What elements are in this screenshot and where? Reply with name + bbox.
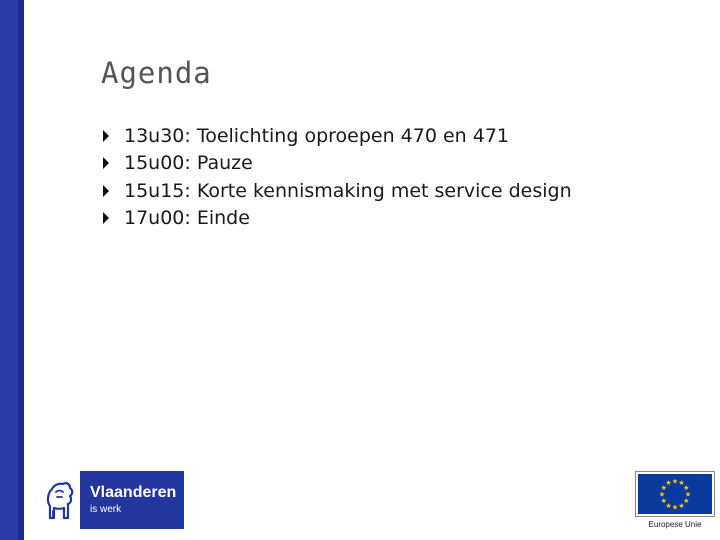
eu-star-icon: ★ [683,497,690,505]
agenda-item [100,122,572,150]
vlaanderen-name: Vlaanderen [90,484,177,501]
eu-star-icon: ★ [684,490,692,499]
eu-label: Europese Unie [648,520,702,529]
agenda-item-text: 15u00: Pauze [124,152,253,175]
vlaanderen-tagline: is werk [90,504,122,515]
agenda-list [100,122,572,232]
eu-star-icon: ★ [665,501,672,510]
side-accent-bar-edge [18,0,24,540]
side-accent-bar [0,0,24,540]
triangle-right-icon [103,157,109,169]
eu-logo [635,471,715,531]
triangle-right-icon [103,185,109,197]
agenda-item [100,177,572,205]
vlaanderen-logo [37,471,184,529]
eu-star-icon: ★ [660,497,667,505]
eu-star-icon: ★ [660,484,667,492]
eu-star-icon: ★ [658,490,666,499]
eu-star-icon: ★ [678,501,685,510]
triangle-right-icon [103,130,109,142]
eu-star-icon: ★ [671,477,679,486]
agenda-item-text: 15u15: Korte kennismaking met service design [124,179,572,202]
agenda-item [100,205,572,233]
agenda-item-text: 17u00: Einde [124,207,250,230]
eu-star-icon: ★ [683,484,690,492]
agenda-item [100,150,572,178]
slide-title: Agenda [101,56,212,90]
triangle-right-icon [103,212,109,224]
lion-icon [37,471,80,529]
eu-star-icon: ★ [678,479,685,488]
eu-star-icon: ★ [671,503,679,512]
eu-flag-icon [635,471,715,517]
agenda-item-text: 13u30: Toelichting oproepen 470 en 471 [124,124,510,147]
eu-star-icon: ★ [665,479,672,488]
